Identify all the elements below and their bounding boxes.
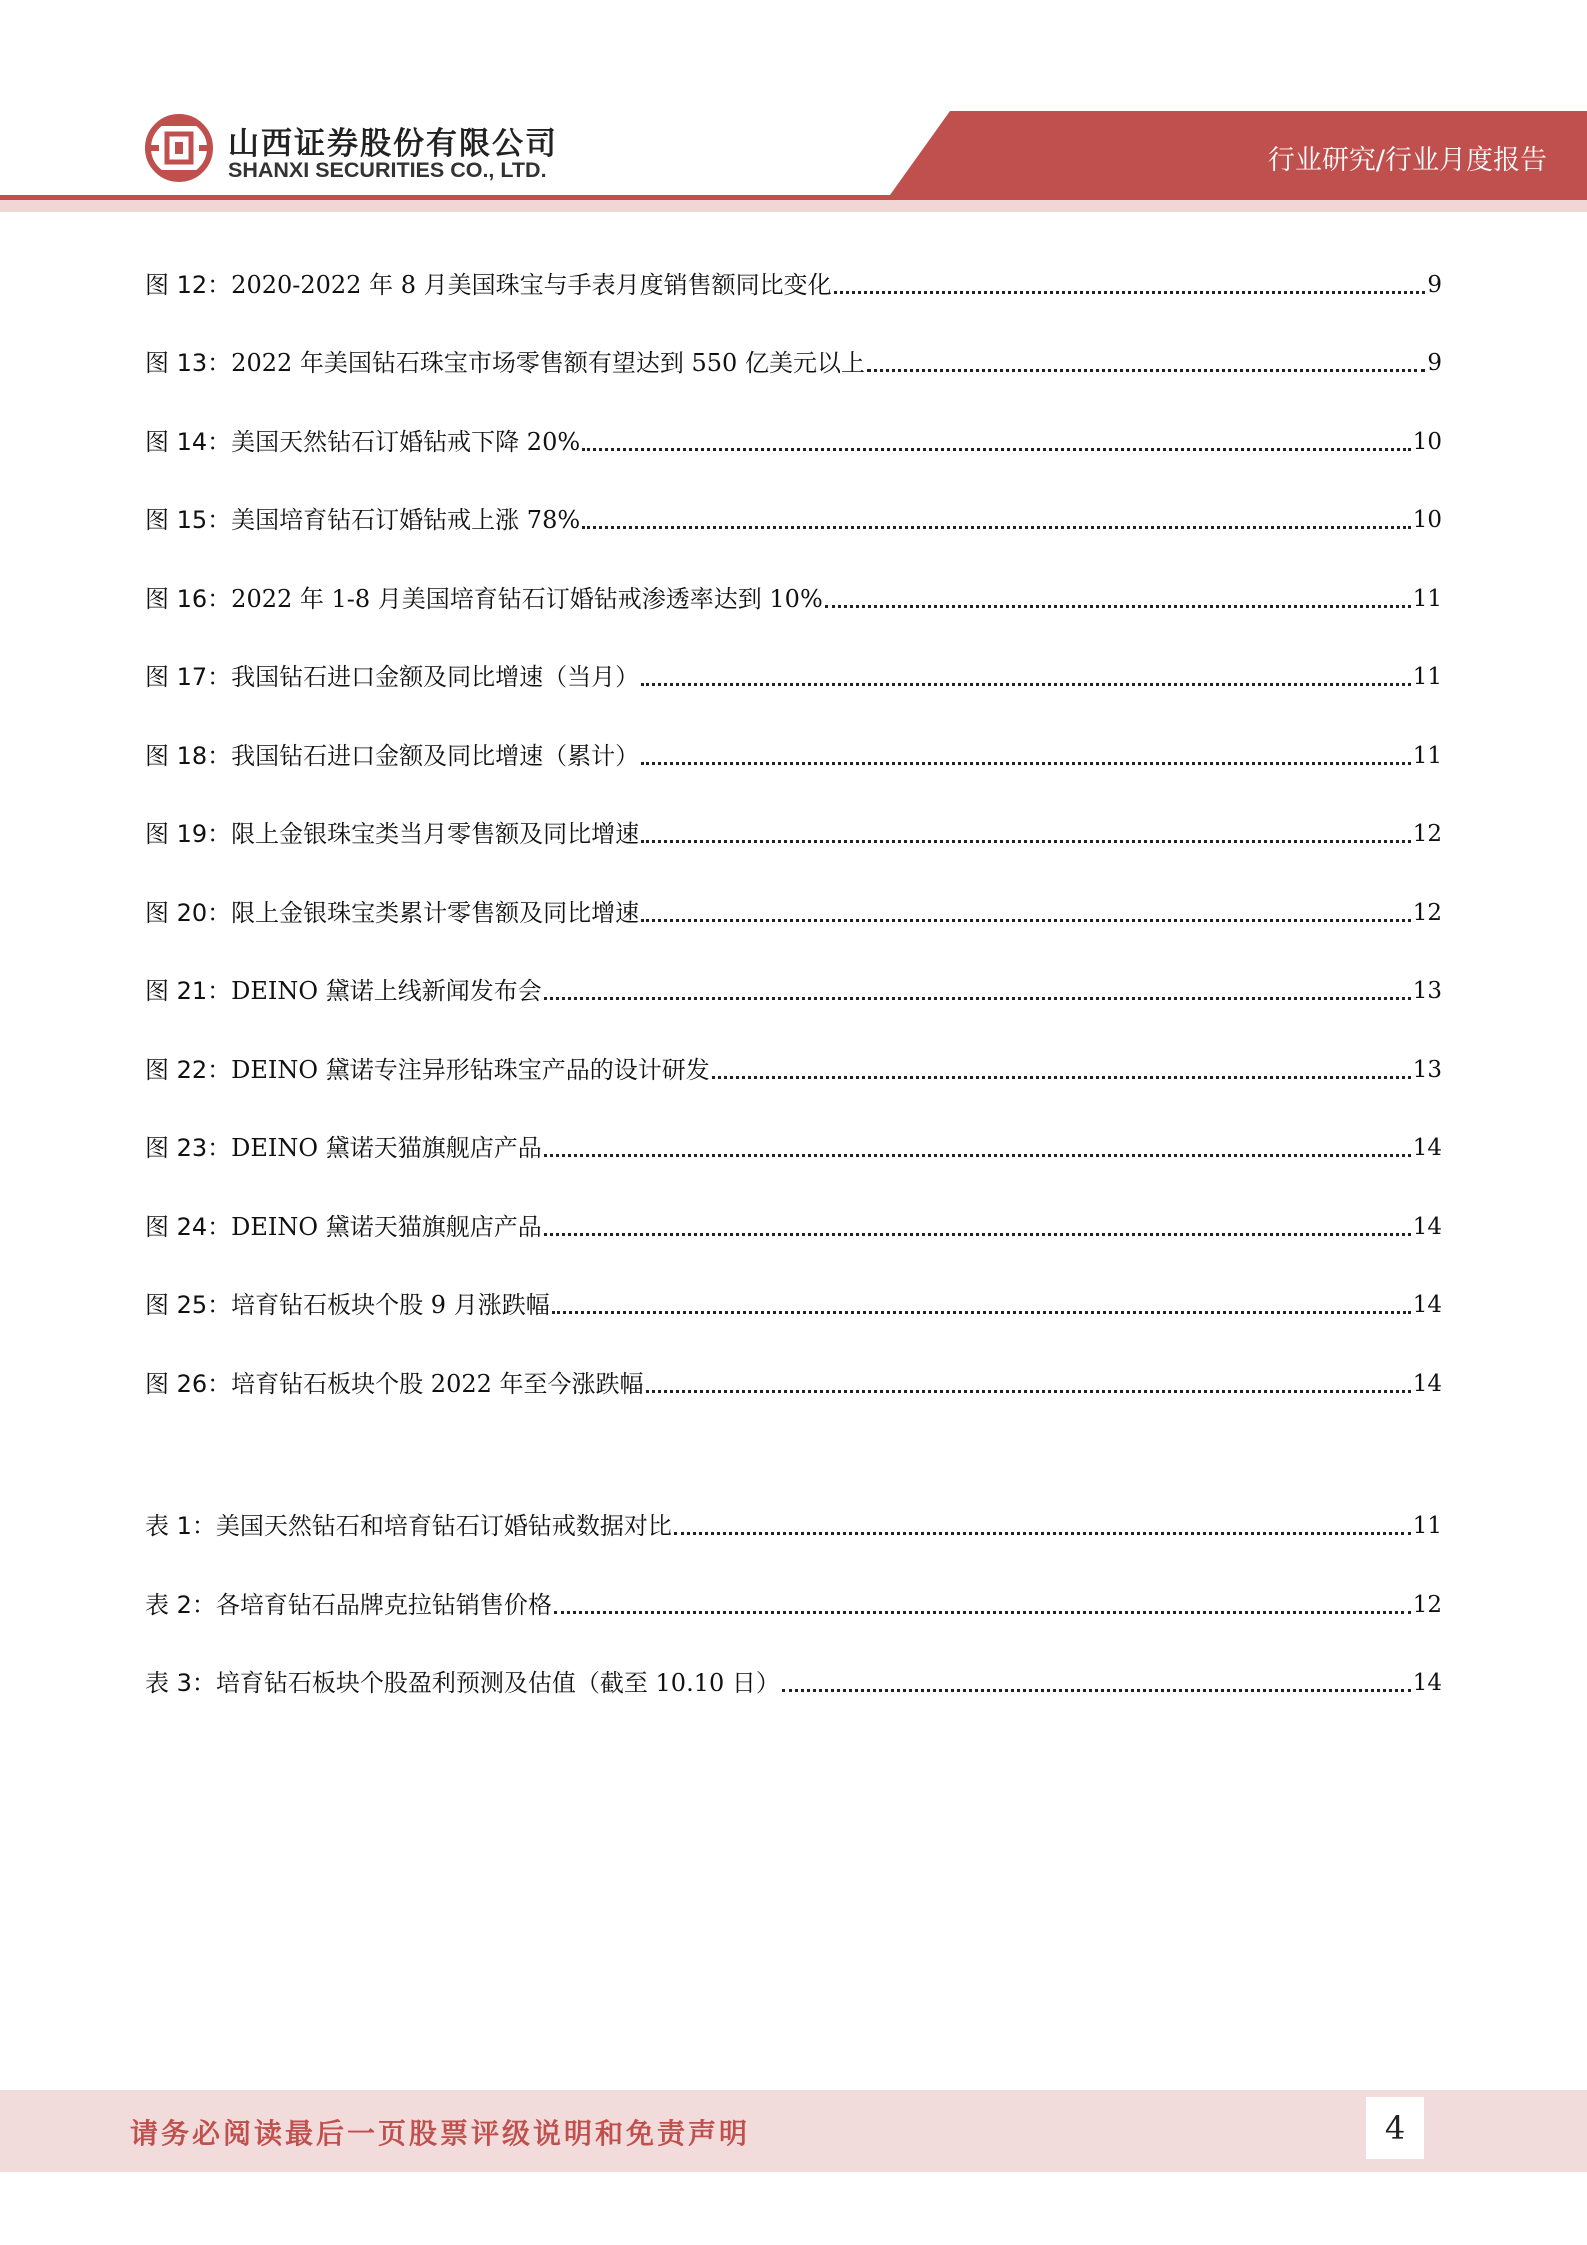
- toc-row-table[interactable]: [145, 1658, 1442, 1698]
- toc-row-figure[interactable]: [145, 260, 1442, 300]
- toc-title: 2022 年美国钻石珠宝市场零售额有望达到 550 亿美元以上: [231, 349, 865, 377]
- toc-row-figure[interactable]: [145, 809, 1442, 849]
- toc-row-figure[interactable]: [145, 417, 1442, 457]
- toc-page-number: 13: [1412, 978, 1442, 1004]
- report-type: 行业研究/行业月度报告: [1267, 145, 1547, 176]
- toc-label: 图 14：: [145, 428, 232, 456]
- toc-title: 2022 年 1-8 月美国培育钻石订婚钻戒渗透率达到 10%: [231, 585, 823, 613]
- toc-label: 图 26：: [145, 1370, 232, 1398]
- toc-label: 图 20：: [145, 899, 232, 927]
- toc-title: 培育钻石板块个股盈利预测及估值（截至 10.10 日）: [215, 1669, 780, 1697]
- toc-page-number: 9: [1427, 350, 1442, 376]
- toc-page-number: 13: [1412, 1057, 1442, 1083]
- page-header: [0, 0, 1587, 215]
- page-number: 4: [1366, 2097, 1424, 2159]
- toc-page-number: 11: [1412, 1513, 1442, 1539]
- toc-title: 限上金银珠宝类当月零售额及同比增速: [231, 820, 640, 848]
- toc-row-figure[interactable]: [145, 731, 1442, 771]
- toc-leader-dots: [641, 919, 1411, 922]
- toc-label: 图 17：: [145, 663, 232, 691]
- toc-page-number: 11: [1412, 743, 1442, 769]
- toc-leader-dots: [641, 840, 1411, 843]
- toc-leader-dots: [834, 291, 1426, 294]
- toc-leader-dots: [554, 1611, 1411, 1614]
- toc-leader-dots: [646, 1390, 1411, 1393]
- toc-title: 2020-2022 年 8 月美国珠宝与手表月度销售额同比变化: [231, 271, 832, 299]
- toc-row-table[interactable]: [145, 1580, 1442, 1620]
- toc-leader-dots: [582, 448, 1411, 451]
- toc-row-figure[interactable]: [145, 888, 1442, 928]
- toc-leader-dots: [582, 526, 1411, 529]
- toc-page-number: 12: [1412, 900, 1442, 926]
- toc-title: DEINO 黛诺天猫旗舰店产品: [231, 1213, 542, 1241]
- toc-label: 表 3：: [145, 1669, 216, 1697]
- toc-row-figure[interactable]: [145, 1280, 1442, 1320]
- toc-label: 图 24：: [145, 1213, 232, 1241]
- toc-leader-dots: [641, 683, 1411, 686]
- toc-page-number: 11: [1412, 664, 1442, 690]
- company-name-en: SHANXI SECURITIES CO., LTD.: [228, 158, 547, 182]
- toc-title: DEINO 黛诺上线新闻发布会: [231, 977, 542, 1005]
- toc-leader-dots: [674, 1532, 1411, 1535]
- toc-title: 限上金银珠宝类累计零售额及同比增速: [231, 899, 640, 927]
- toc-page-number: 14: [1412, 1135, 1442, 1161]
- toc-label: 图 25：: [145, 1291, 232, 1319]
- toc-page-number: 9: [1427, 272, 1442, 298]
- toc-row-figure[interactable]: [145, 495, 1442, 535]
- toc-label: 图 13：: [145, 349, 232, 377]
- toc-row-figure[interactable]: [145, 1359, 1442, 1399]
- toc-leader-dots: [825, 605, 1411, 608]
- toc-page-number: 14: [1412, 1292, 1442, 1318]
- company-logo-icon: [145, 112, 213, 184]
- toc-leader-dots: [867, 369, 1425, 372]
- toc-label: 图 15：: [145, 506, 232, 534]
- toc-row-figure[interactable]: [145, 1123, 1442, 1163]
- toc-row-table[interactable]: [145, 1501, 1442, 1541]
- toc-title: DEINO 黛诺天猫旗舰店产品: [231, 1134, 542, 1162]
- toc-leader-dots: [641, 762, 1411, 765]
- toc-label: 图 16：: [145, 585, 232, 613]
- toc-title: 培育钻石板块个股 2022 年至今涨跌幅: [231, 1370, 644, 1398]
- toc-row-figure[interactable]: [145, 338, 1442, 378]
- toc-title: 我国钻石进口金额及同比增速（累计）: [231, 742, 640, 770]
- company-name-cn: 山西证券股份有限公司: [228, 126, 558, 162]
- toc-leader-dots: [544, 1154, 1411, 1157]
- toc-label: 图 23：: [145, 1134, 232, 1162]
- toc-page-number: 12: [1412, 821, 1442, 847]
- toc-page-number: 11: [1412, 586, 1442, 612]
- footer-disclaimer: 请务必阅读最后一页股票评级说明和免责声明: [130, 2117, 751, 2150]
- toc-title: 各培育钻石品牌克拉钻销售价格: [215, 1591, 552, 1619]
- toc-row-figure[interactable]: [145, 652, 1442, 692]
- toc-title: 美国天然钻石订婚钻戒下降 20%: [231, 428, 581, 456]
- toc-leader-dots: [544, 1233, 1411, 1236]
- toc-title: 培育钻石板块个股 9 月涨跌幅: [231, 1291, 550, 1319]
- toc-title: DEINO 黛诺专注异形钻珠宝产品的设计研发: [231, 1056, 710, 1084]
- toc-leader-dots: [552, 1311, 1411, 1314]
- toc-title: 我国钻石进口金额及同比增速（当月）: [231, 663, 640, 691]
- toc-page-number: 10: [1412, 507, 1442, 533]
- toc-leader-dots: [782, 1689, 1411, 1692]
- toc-leader-dots: [712, 1076, 1411, 1079]
- toc-row-figure[interactable]: [145, 966, 1442, 1006]
- header-divider-light: [0, 200, 1587, 212]
- toc-label: 图 12：: [145, 271, 232, 299]
- toc-label: 图 22：: [145, 1056, 232, 1084]
- toc-row-figure[interactable]: [145, 1202, 1442, 1242]
- toc-label: 图 19：: [145, 820, 232, 848]
- toc-label: 表 2：: [145, 1591, 216, 1619]
- toc-row-figure[interactable]: [145, 1045, 1442, 1085]
- toc-page-number: 14: [1412, 1670, 1442, 1696]
- toc-page-number: 10: [1412, 429, 1442, 455]
- toc-row-figure[interactable]: [145, 574, 1442, 614]
- toc-title: 美国培育钻石订婚钻戒上涨 78%: [231, 506, 581, 534]
- toc-label: 表 1：: [145, 1512, 216, 1540]
- toc-title: 美国天然钻石和培育钻石订婚钻戒数据对比: [215, 1512, 672, 1540]
- toc-leader-dots: [544, 997, 1411, 1000]
- toc-label: 图 18：: [145, 742, 232, 770]
- toc-page-number: 12: [1412, 1592, 1442, 1618]
- toc-page-number: 14: [1412, 1371, 1442, 1397]
- toc-page-number: 14: [1412, 1214, 1442, 1240]
- toc-label: 图 21：: [145, 977, 232, 1005]
